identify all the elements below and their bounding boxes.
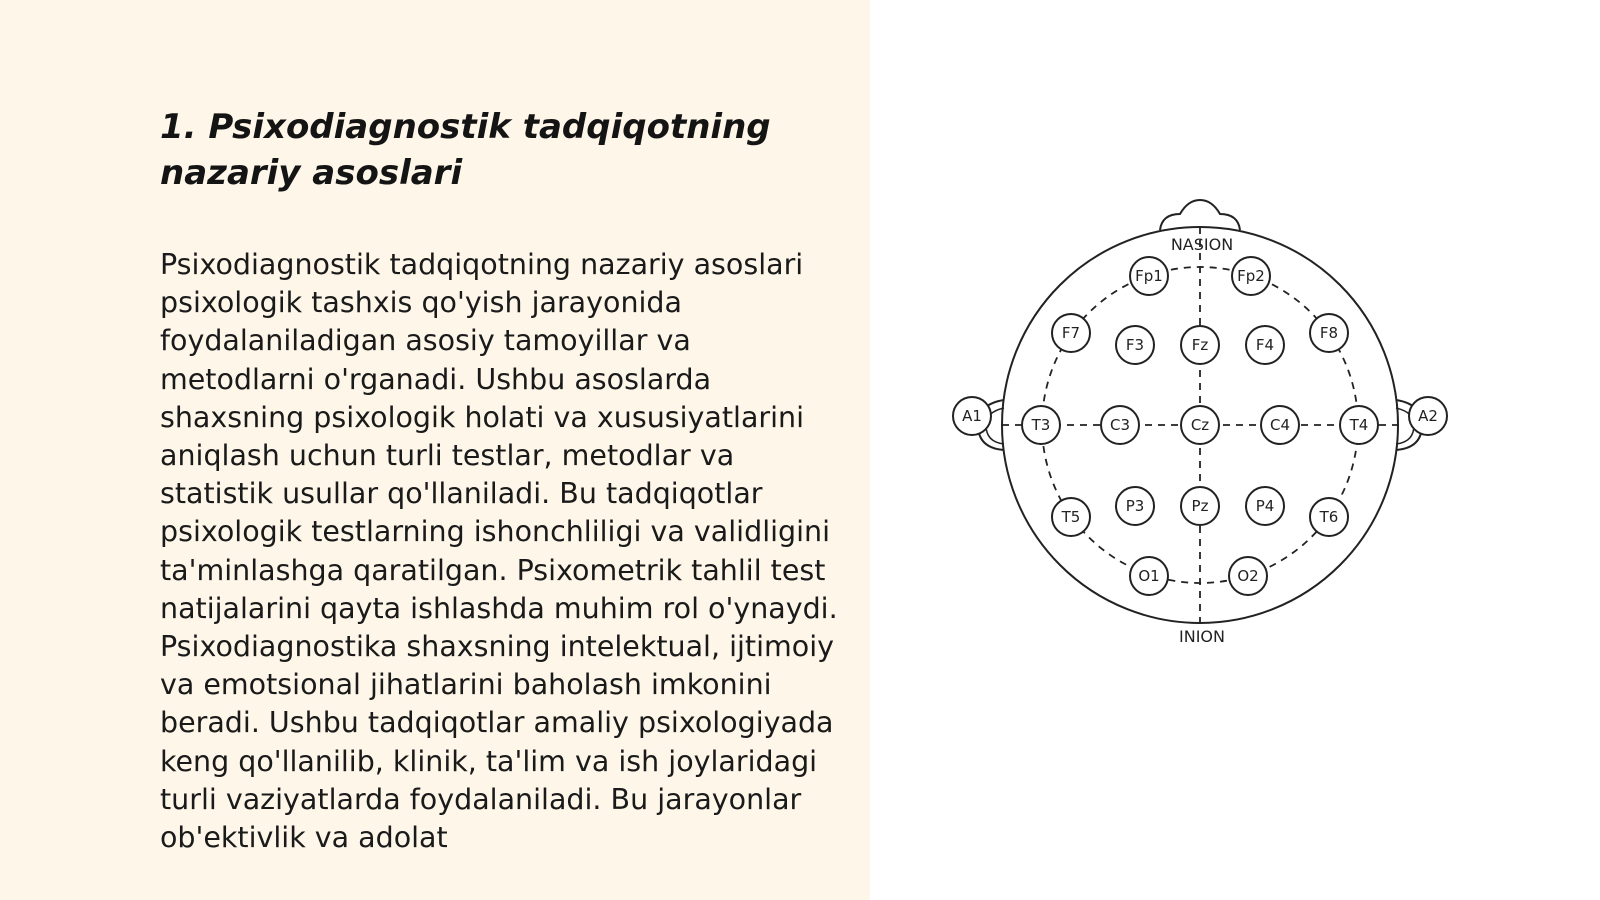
electrode-p3-label: P3 — [1125, 497, 1145, 515]
electrode-f8 — [1310, 314, 1348, 352]
electrode-fp2-label: Fp2 — [1237, 267, 1265, 285]
electrode-p3 — [1116, 487, 1154, 525]
electrode-t3-label: T3 — [1031, 416, 1051, 434]
electrode-cz-label: Cz — [1190, 416, 1210, 434]
electrode-cz — [1181, 406, 1219, 444]
electrode-c3 — [1101, 406, 1139, 444]
electrode-f4 — [1246, 326, 1284, 364]
electrode-p4 — [1246, 487, 1284, 525]
electrode-t6-label: T6 — [1319, 508, 1339, 526]
electrode-fp2 — [1232, 257, 1270, 295]
electrode-f7 — [1052, 314, 1090, 352]
electrode-pz — [1181, 487, 1219, 525]
electrode-a1-label: A1 — [962, 407, 982, 425]
electrode-fp1-label: Fp1 — [1135, 267, 1163, 285]
electrode-a2-label: A2 — [1418, 407, 1438, 425]
electrode-t4 — [1340, 406, 1378, 444]
electrode-f4-label: F4 — [1255, 336, 1275, 354]
electrode-t3 — [1022, 406, 1060, 444]
electrode-f8-label: F8 — [1319, 324, 1339, 342]
electrode-fp1 — [1130, 257, 1168, 295]
electrode-o1 — [1130, 557, 1168, 595]
electrode-pz-label: Pz — [1191, 497, 1209, 515]
nose-shape — [1160, 200, 1240, 230]
nasion-label: NASION — [1170, 235, 1234, 254]
electrode-c4 — [1261, 406, 1299, 444]
inion-label: INION — [1179, 627, 1225, 646]
electrode-f3-label: F3 — [1125, 336, 1145, 354]
electrode-c3-label: C3 — [1109, 416, 1131, 434]
electrode-c4-label: C4 — [1269, 416, 1291, 434]
slide-body-text: Psixodiagnostik tadqiqotning nazariy asoslari psixologik tashxis qo'yish jarayonida foydalaniladigan asosiy tamoyillar va metodlarni o'rganadi. Ushbu asoslarda shaxsning psixologik holati va xususiyatlarini aniqlash uchun turli testlar, metodlar va statistik usullar qo'llaniladi. Bu tadqiqotlar psixologik testlarning ishonchliligi va validligini ta'minlashga qaratilgan. Psixometrik tahlil test natijalarini qayta ishlashda muhim rol o'ynaydi. Psixodiagnostika shaxsning intelektual, ijtimoiy va emotsional jihatlarini baholash imkonini beradi. Ushbu tadqiqotlar amaliy psixologiyada keng qo'llanilib, klinik, ta'lim va ish joylaridagi turli vaziyatlarda foydalaniladi. Bu jarayonlar ob'ektivlik va adolat — [160, 248, 838, 855]
electrode-p4-label: P4 — [1255, 497, 1275, 515]
eeg-electrode-diagram — [940, 190, 1460, 650]
electrode-f3 — [1116, 326, 1154, 364]
electrode-fz-label: Fz — [1191, 336, 1209, 354]
electrode-t5 — [1052, 498, 1090, 536]
electrode-a1 — [953, 397, 991, 435]
electrode-o2 — [1229, 557, 1267, 595]
electrode-fz — [1181, 326, 1219, 364]
electrode-t5-label: T5 — [1061, 508, 1081, 526]
electrode-f7-label: F7 — [1061, 324, 1081, 342]
electrode-t6 — [1310, 498, 1348, 536]
electrode-t4-label: T4 — [1349, 416, 1369, 434]
electrode-o2-label: O2 — [1237, 567, 1259, 585]
slide-title: 1. Psixodiagnostik tadqiqotning nazariy asoslari — [160, 107, 771, 193]
electrode-o1-label: O1 — [1138, 567, 1160, 585]
electrode-a2 — [1409, 397, 1447, 435]
